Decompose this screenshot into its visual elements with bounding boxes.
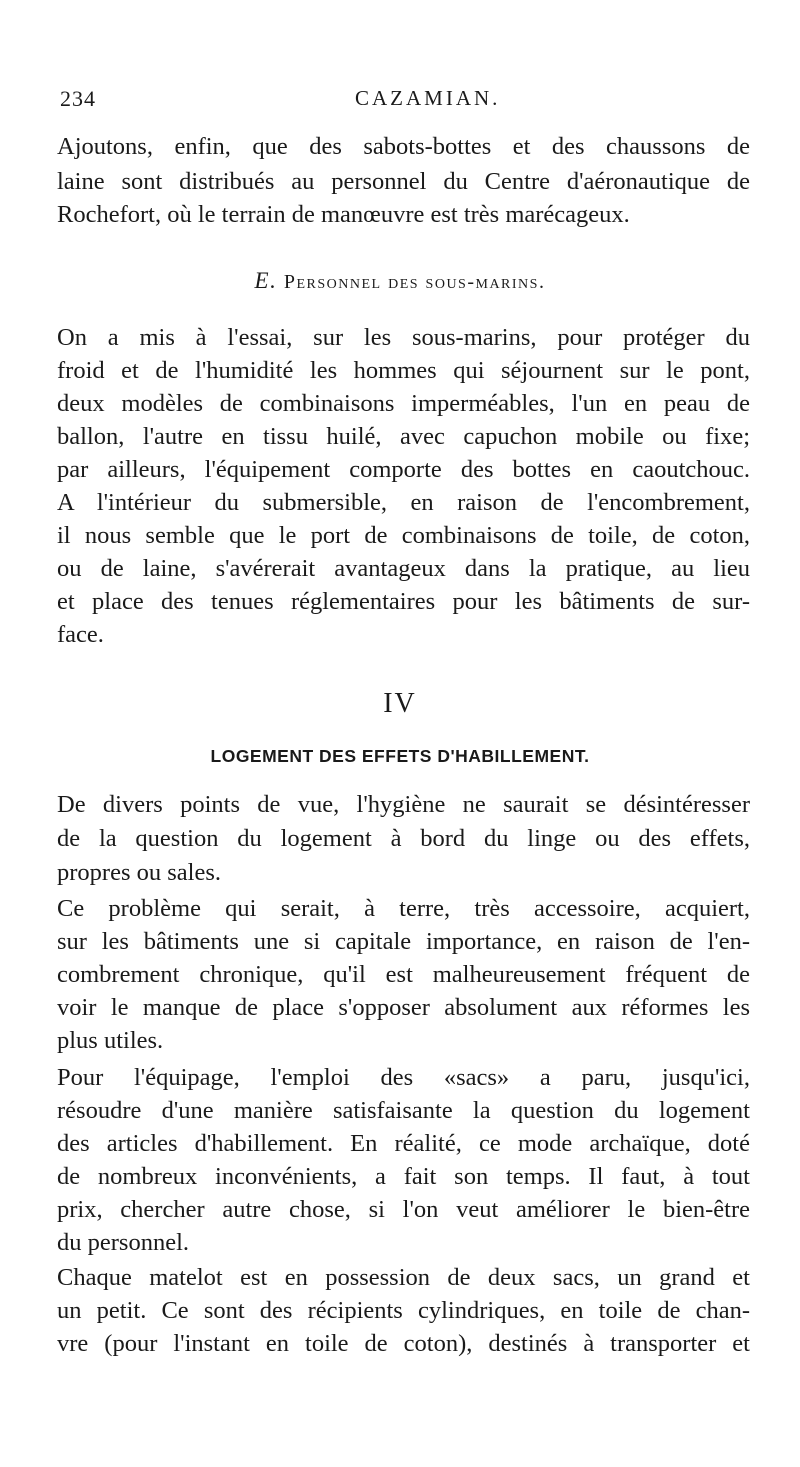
text-line: On a mis à l'essai, sur les sous-marins, pour protéger du [57,324,750,351]
text-line: De divers points de vue, l'hygiène ne saurait se désintéresser [57,791,750,818]
text-line: voir le manque de place s'opposer absolument aux réformes les [57,994,750,1021]
text-line: des articles d'habillement. En réalité, ce mode archaïque, doté [57,1130,750,1157]
text-line: il nous semble que le port de combinaisons de toile, de coton, [57,522,750,549]
page-number: 234 [60,86,96,111]
text-line: un petit. Ce sont des récipients cylindriques, en toile de chan- [57,1297,750,1324]
text-line: résoudre d'une manière satisfaisante la question du logement [57,1097,750,1124]
text-line: face. [57,621,104,648]
section-title: Personnel des sous-marins. [283,271,546,293]
text-line: vre (pour l'instant en toile de coton), destinés à transporter et [57,1330,750,1357]
text-line: laine sont distribués au personnel du Centre d'aéronautique de [57,168,750,195]
running-head [60,86,750,116]
text-line: Rochefort, où le terrain de manœuvre est très marécageux. [57,201,630,228]
chapter-title: LOGEMENT DES EFFETS D'HABILLEMENT. [210,746,590,766]
section-letter: E. [254,268,278,293]
text-line: prix, chercher autre chose, si l'on veut améliorer le bien-être [57,1196,750,1223]
chapter-numeral: IV [383,688,417,719]
text-line: du personnel. [57,1229,189,1256]
text-line: par ailleurs, l'équipement comporte des bottes en caoutchouc. [57,456,750,483]
text-line: deux modèles de combinaisons imperméables, l'un en peau de [57,390,750,417]
text-line: froid et de l'humidité les hommes qui séjournent sur le pont, [57,357,750,384]
text-line: Ajoutons, enfin, que des sabots-bottes et des chaussons de [57,133,750,160]
text-line: et place des tenues réglementaires pour les bâtiments de sur- [57,588,750,615]
text-line: combrement chronique, qu'il est malheureusement fréquent de [57,961,750,988]
text-line: de la question du logement à bord du linge ou des effets, [57,825,750,852]
text-line: propres ou sales. [57,859,221,886]
text-line: Pour l'équipage, l'emploi des «sacs» a paru, jusqu'ici, [57,1064,750,1091]
text-line: sur les bâtiments une si capitale importance, en raison de l'en- [57,928,750,955]
text-line: ou de laine, s'avérerait avantageux dans la pratique, au lieu [57,555,750,582]
running-title: CAZAMIAN. [355,86,501,110]
text-line: ballon, l'autre en tissu huilé, avec capuchon mobile ou fixe; [57,423,750,450]
text-line: Ce problème qui serait, à terre, très accessoire, acquiert, [57,895,750,922]
text-line: plus utiles. [57,1027,164,1054]
section-heading-e [0,268,800,294]
text-line: de nombreux inconvénients, a fait son temps. Il faut, à tout [57,1163,750,1190]
text-line: Chaque matelot est en possession de deux sacs, un grand et [57,1264,750,1291]
text-line: A l'intérieur du submersible, en raison de l'encombrement, [57,489,750,516]
